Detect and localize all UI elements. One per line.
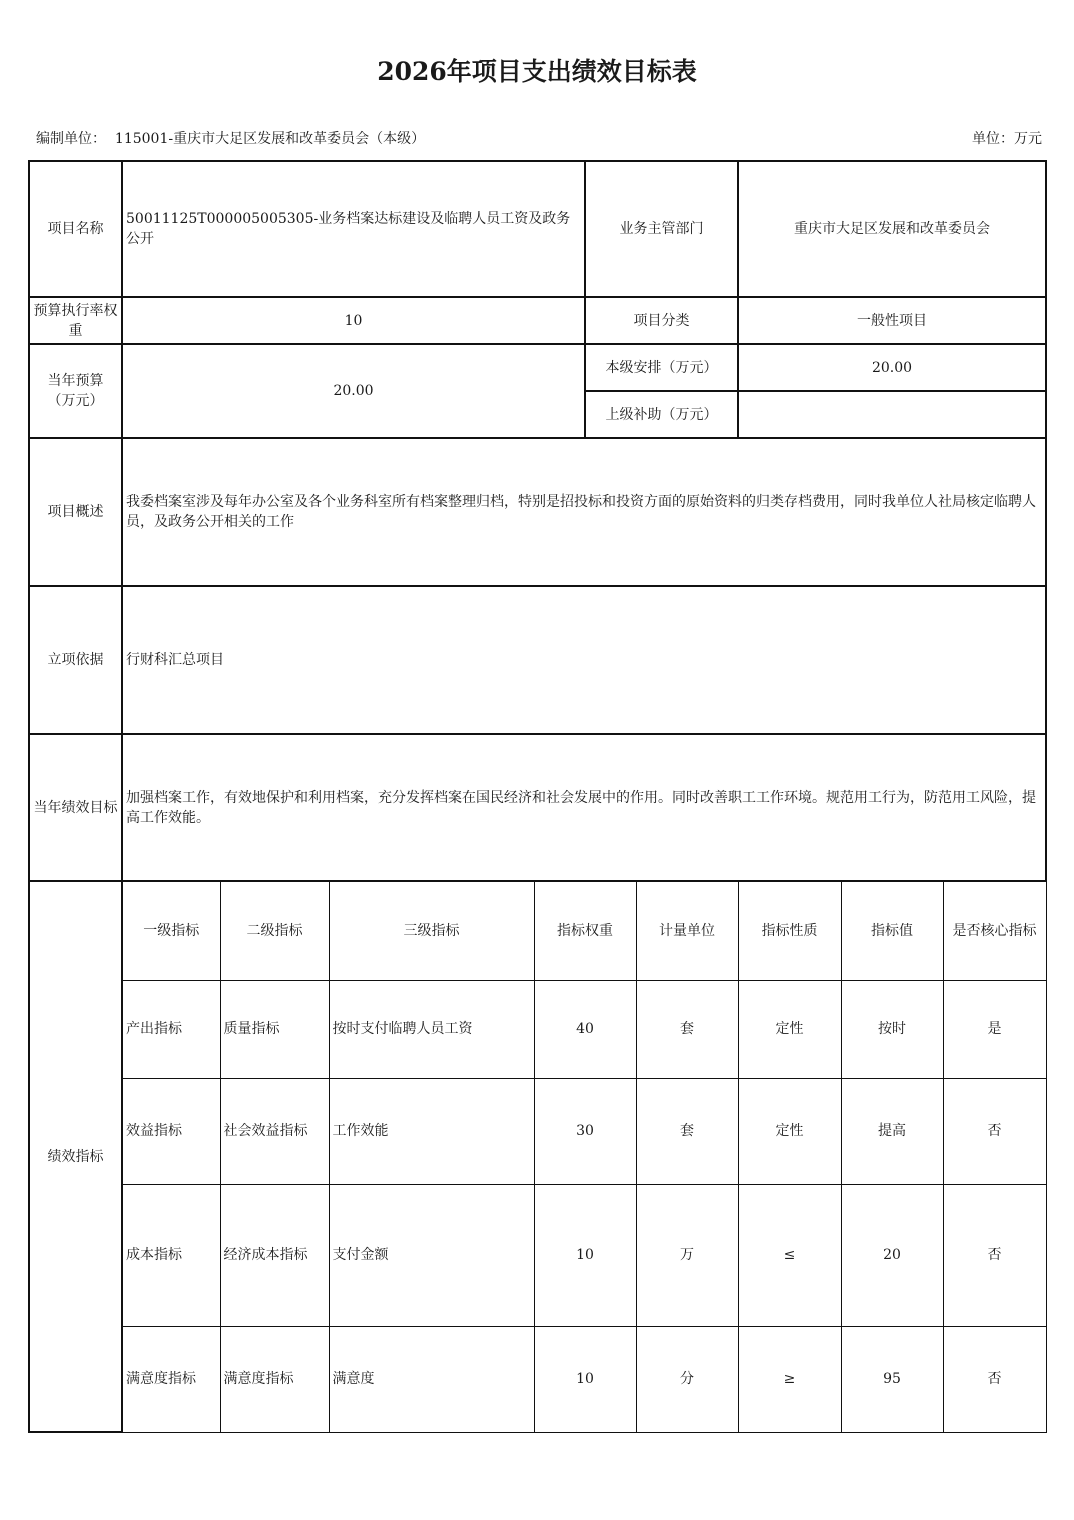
cell-unit: 套 <box>636 980 738 1078</box>
cell-core: 是 <box>943 980 1046 1078</box>
header-core: 是否核心指标 <box>943 881 1046 980</box>
cell-nature: ≤ <box>738 1184 841 1326</box>
overview-value: 我委档案室涉及每年办公室及各个业务科室所有档案整理归档，特别是招投标和投资方面的原始资料的归类存档费用，同时我单位人社局核定临聘人员，及政务公开相关的工作 <box>122 438 1046 586</box>
cell-nature: 定性 <box>738 980 841 1078</box>
dept-value: 重庆市大足区发展和改革委员会 <box>738 161 1046 297</box>
budget-label: 当年预算（万元） <box>29 344 122 438</box>
goal-label: 当年绩效目标 <box>29 734 122 881</box>
indicators-section-label: 绩效指标 <box>29 881 122 1432</box>
cell-weight: 10 <box>534 1326 636 1432</box>
cell-level1: 成本指标 <box>122 1184 220 1326</box>
local-value: 20.00 <box>738 344 1046 391</box>
cell-level2: 社会效益指标 <box>220 1078 329 1184</box>
exec-rate-value: 10 <box>122 297 585 344</box>
cell-weight: 30 <box>534 1078 636 1184</box>
local-label: 本级安排（万元） <box>585 344 738 391</box>
header-weight: 指标权重 <box>534 881 636 980</box>
row-overview <box>29 438 1046 586</box>
cell-level2: 经济成本指标 <box>220 1184 329 1326</box>
cell-value: 20 <box>841 1184 943 1326</box>
project-name-label: 项目名称 <box>29 161 122 297</box>
cell-value: 95 <box>841 1326 943 1432</box>
superior-label: 上级补助（万元） <box>585 391 738 438</box>
cell-level3: 支付金额 <box>329 1184 534 1326</box>
performance-target-table <box>28 160 1047 1433</box>
header-level2: 二级指标 <box>220 881 329 980</box>
cell-nature: 定性 <box>738 1078 841 1184</box>
cell-nature: ≥ <box>738 1326 841 1432</box>
currency-unit: 单位：万元 <box>972 131 1042 147</box>
cell-level3: 按时支付临聘人员工资 <box>329 980 534 1078</box>
goal-value: 加强档案工作，有效地保护和利用档案，充分发挥档案在国民经济和社会发展中的作用。同时改善职工工作环境。规范用工行为，防范用工风险，提高工作效能。 <box>122 734 1046 881</box>
cell-level2: 质量指标 <box>220 980 329 1078</box>
indicator-row <box>29 1326 1046 1432</box>
project-name-value: 50011125T000005005305-业务档案达标建设及临聘人员工资及政务公开 <box>122 161 585 297</box>
budget-value: 20.00 <box>122 344 585 438</box>
compiling-unit-label: 编制单位： <box>36 131 106 147</box>
cell-level3: 满意度 <box>329 1326 534 1432</box>
cell-level1: 效益指标 <box>122 1078 220 1184</box>
cell-core: 否 <box>943 1078 1046 1184</box>
cell-weight: 40 <box>534 980 636 1078</box>
row-basis <box>29 586 1046 734</box>
compiling-unit-value: 115001-重庆市大足区发展和改革委员会（本级） <box>114 131 426 147</box>
cell-value: 提高 <box>841 1078 943 1184</box>
cell-level1: 产出指标 <box>122 980 220 1078</box>
cell-unit: 分 <box>636 1326 738 1432</box>
indicator-header-row <box>29 881 1046 980</box>
overview-label: 项目概述 <box>29 438 122 586</box>
compiling-unit <box>36 128 425 148</box>
header-value: 指标值 <box>841 881 943 980</box>
cell-core: 否 <box>943 1184 1046 1326</box>
category-label: 项目分类 <box>585 297 738 344</box>
row-goal <box>29 734 1046 881</box>
cell-unit: 套 <box>636 1078 738 1184</box>
indicator-row <box>29 1078 1046 1184</box>
row-exec-rate <box>29 297 1046 344</box>
exec-rate-label: 预算执行率权重 <box>29 297 122 344</box>
page-title: 2026年项目支出绩效目标表 <box>377 57 697 86</box>
indicator-row <box>29 1184 1046 1326</box>
basis-label: 立项依据 <box>29 586 122 734</box>
header-unit: 计量单位 <box>636 881 738 980</box>
header-nature: 指标性质 <box>738 881 841 980</box>
indicator-row <box>29 980 1046 1078</box>
cell-level2: 满意度指标 <box>220 1326 329 1432</box>
cell-weight: 10 <box>534 1184 636 1326</box>
dept-label: 业务主管部门 <box>585 161 738 297</box>
header-level1: 一级指标 <box>122 881 220 980</box>
basis-value: 行财科汇总项目 <box>122 586 1046 734</box>
cell-level1: 满意度指标 <box>122 1326 220 1432</box>
row-project-name <box>29 161 1046 297</box>
row-budget-local <box>29 344 1046 391</box>
cell-core: 否 <box>943 1326 1046 1432</box>
cell-unit: 万 <box>636 1184 738 1326</box>
category-value: 一般性项目 <box>738 297 1046 344</box>
cell-level3: 工作效能 <box>329 1078 534 1184</box>
superior-value <box>738 391 1046 438</box>
header-level3: 三级指标 <box>329 881 534 980</box>
cell-value: 按时 <box>841 980 943 1078</box>
